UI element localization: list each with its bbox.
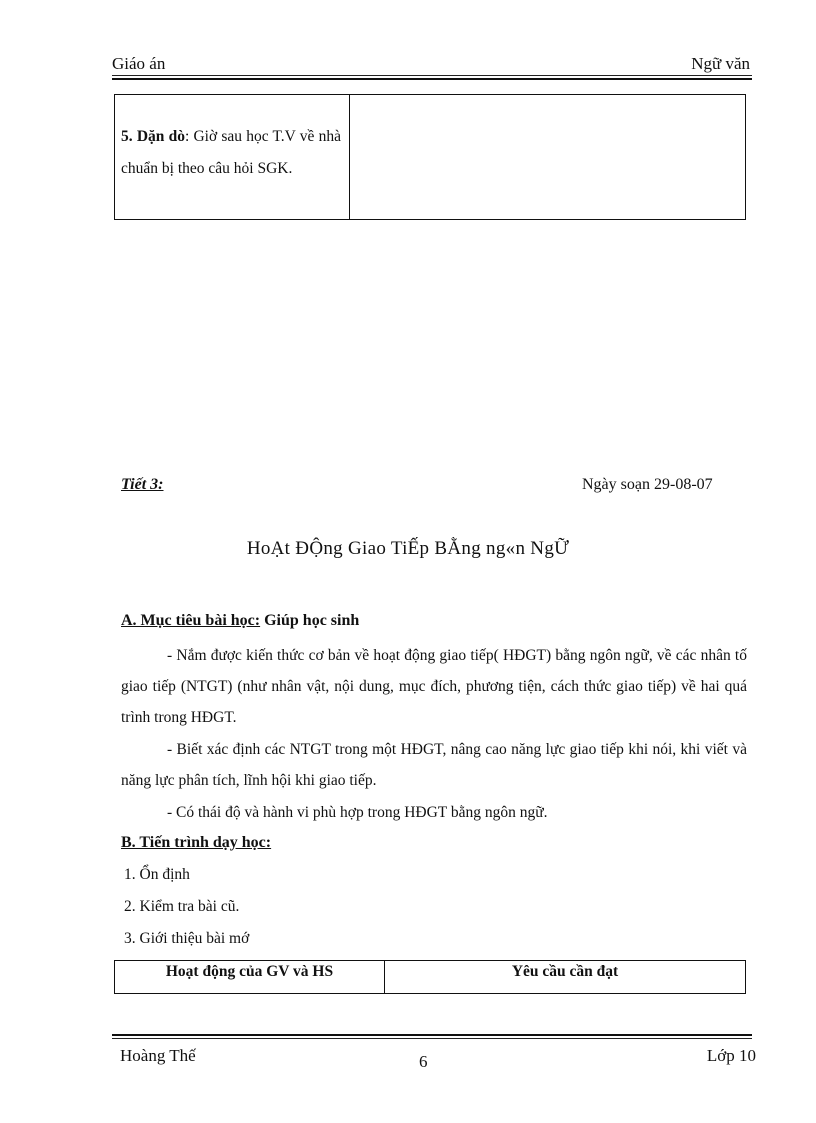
objective-paragraph-1: - Nắm được kiến thức cơ bản về hoạt động giao tiếp( HĐGT) bằng ngôn ngữ, về các nhân tố giao tiếp (NTGT) (như nhân vật, nội dung, mục đích, phương tiện, cách thức giao tiếp) về hai quá trình trong HĐGT.	[121, 647, 747, 726]
header-rule-thick	[112, 78, 752, 80]
header-rule	[112, 75, 752, 76]
column-header-activities: Hoạt động của GV và HS	[115, 961, 385, 993]
homework-label: 5. Dặn dò	[121, 128, 185, 145]
section-a-subtitle: Giúp học sinh	[260, 612, 360, 629]
header-subject-right: Ngữ văn	[691, 54, 750, 73]
homework-empty-cell	[350, 95, 745, 219]
footer-rule-thick	[112, 1034, 752, 1036]
homework-table	[114, 94, 746, 220]
footer-class: Lớp 10	[706, 1046, 756, 1065]
column-header-requirements: Yêu cầu cần đạt	[511, 963, 619, 980]
footer-author: Hoàng Thế	[120, 1046, 196, 1065]
footer-page-number: 6	[419, 1052, 428, 1071]
header-subject-left: Giáo án	[112, 54, 166, 73]
step-item-3: 3. Giới thiệu bài mớ	[124, 930, 250, 947]
objective-paragraph-3: - Có thái độ và hành vi phù hợp trong HĐGT bằng ngôn ngữ.	[167, 804, 548, 821]
homework-cell	[115, 95, 350, 219]
section-b-heading: B. Tiến trình dạy học:	[121, 834, 272, 851]
activity-table-header	[114, 960, 746, 994]
step-item-1: 1. Ổn định	[124, 866, 190, 883]
step-item-2: 2. Kiểm tra bài cũ.	[124, 898, 240, 915]
footer-rule	[112, 1038, 752, 1039]
lesson-period: Tiết 3:	[121, 476, 164, 493]
lesson-date: Ngày soạn 29-08-07	[582, 476, 713, 493]
section-a-label: A. Mục tiêu bài học:	[121, 612, 261, 629]
section-a-heading	[121, 612, 359, 630]
homework-text: : Giờ sau học T.V về nhà chuẩn bị theo câu hỏi SGK.	[121, 128, 341, 177]
objective-paragraph-2: - Biết xác định các NTGT trong một HĐGT, nâng cao năng lực giao tiếp khi nói, khi viết và năng lực phân tích, lĩnh hội khi giao tiếp.	[121, 741, 747, 789]
lesson-title: HoẠt ĐỘng Giao TiẾp BẰng ng«n NgỮ	[246, 538, 570, 559]
